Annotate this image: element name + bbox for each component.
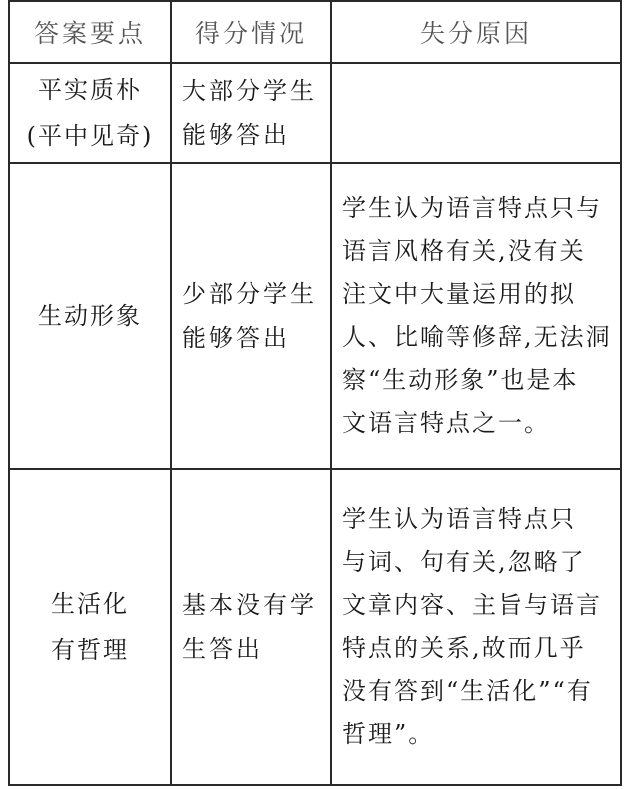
analysis-table [8,0,622,786]
header-row [9,1,621,63]
reason-cell [331,469,621,785]
answer-point-line: 生动形象 [38,302,142,330]
reason-line: 学生认为语言特点只 [342,505,576,533]
score-cell [171,163,331,469]
table-row [9,63,621,163]
score-cell [171,63,331,163]
reason-line: 学生认为语言特点只与 [342,194,602,222]
reason-line: 察“生动形象”也是本 [342,366,579,394]
score-line: 少部分学生 [182,280,317,308]
reason-line: 哲理”。 [342,720,435,748]
reason-line: 文章内容、主旨与语言 [342,591,602,619]
answer-point-line: 生活化 [51,590,129,618]
reason-line: 注文中大量运用的拟 [342,280,576,308]
answer-point-cell [9,163,171,469]
reason-cell [331,163,621,469]
reason-line: 语言风格有关,没有关 [342,237,586,265]
header-loss-reason: 失分原因 [331,1,621,63]
table-row [9,469,621,785]
answer-point-line: 有哲理 [51,636,129,664]
table-row [9,163,621,469]
score-line: 生答出 [182,635,263,663]
answer-point-cell [9,63,171,163]
header-answer-points: 答案要点 [9,1,171,63]
reason-line: 人、比喻等修辞,无法洞 [342,323,612,351]
answer-point-cell [9,469,171,785]
score-line: 能够答出 [182,324,290,352]
reason-line: 没有答到“生活化”“有 [342,677,593,705]
score-line: 能够答出 [182,121,290,149]
reason-line: 与词、句有关,忽略了 [342,548,586,576]
score-line: 基本没有学 [182,591,317,619]
score-cell [171,469,331,785]
score-line: 大部分学生 [182,77,317,105]
reason-line: 特点的关系,故而几乎 [342,634,586,662]
answer-point-line: 平实质朴 [38,76,142,104]
header-score-status: 得分情况 [171,1,331,63]
reason-cell-empty [331,63,621,163]
answer-point-line: (平中见奇) [26,122,154,150]
reason-line: 文语言特点之一。 [342,409,550,437]
